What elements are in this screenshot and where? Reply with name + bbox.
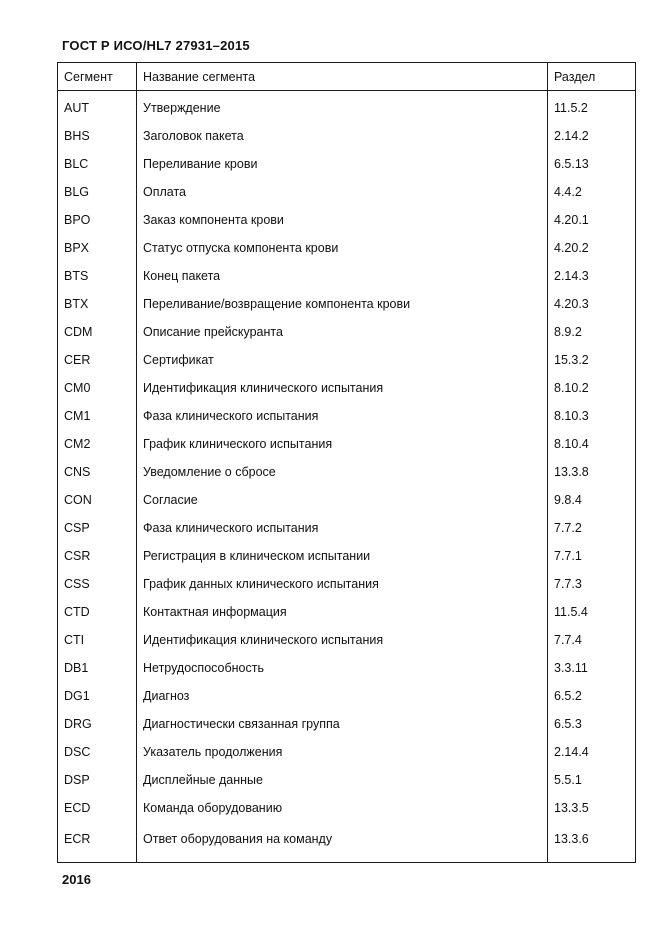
segment-name-cell: Переливание крови [137, 150, 548, 178]
column-header-section: Раздел [548, 63, 636, 91]
section-cell: 11.5.4 [548, 598, 636, 626]
table-row [58, 122, 636, 150]
segment-code-cell: BLC [58, 150, 137, 178]
segment-code-cell: CM1 [58, 402, 137, 430]
segment-name-cell: Конец пакета [137, 262, 548, 290]
table-row [58, 822, 636, 863]
table-row [58, 206, 636, 234]
segment-name-cell: Уведомление о сбросе [137, 458, 548, 486]
table-row [58, 542, 636, 570]
segment-code-cell: CDM [58, 318, 137, 346]
table-body [58, 91, 636, 863]
section-cell: 8.9.2 [548, 318, 636, 346]
section-cell: 3.3.11 [548, 654, 636, 682]
table-row [58, 346, 636, 374]
segment-name-cell: Заголовок пакета [137, 122, 548, 150]
table-row [58, 710, 636, 738]
segment-name-cell: Ответ оборудования на команду [137, 822, 548, 863]
table-row [58, 374, 636, 402]
section-cell: 4.4.2 [548, 178, 636, 206]
segment-code-cell: CSS [58, 570, 137, 598]
table-row [58, 91, 636, 123]
section-cell: 4.20.3 [548, 290, 636, 318]
segment-code-cell: BLG [58, 178, 137, 206]
table-row [58, 234, 636, 262]
segment-code-cell: DG1 [58, 682, 137, 710]
table-row [58, 738, 636, 766]
table-row [58, 766, 636, 794]
segment-name-cell: Команда оборудованию [137, 794, 548, 822]
column-header-segment: Сегмент [58, 63, 137, 91]
page-number: 2016 [62, 872, 91, 887]
section-cell: 13.3.6 [548, 822, 636, 863]
segment-code-cell: AUT [58, 91, 137, 123]
segment-code-cell: DSP [58, 766, 137, 794]
segment-name-cell: График клинического испытания [137, 430, 548, 458]
table-row [58, 486, 636, 514]
section-cell: 2.14.2 [548, 122, 636, 150]
section-cell: 8.10.2 [548, 374, 636, 402]
section-cell: 7.7.2 [548, 514, 636, 542]
segment-name-cell: Дисплейные данные [137, 766, 548, 794]
segment-code-cell: CSP [58, 514, 137, 542]
table-row [58, 150, 636, 178]
segment-code-cell: CER [58, 346, 137, 374]
section-cell: 2.14.3 [548, 262, 636, 290]
segment-name-cell: Диагностически связанная группа [137, 710, 548, 738]
segment-name-cell: Диагноз [137, 682, 548, 710]
segment-name-cell: Описание прейскуранта [137, 318, 548, 346]
segment-code-cell: BPO [58, 206, 137, 234]
segment-name-cell: Переливание/возвращение компонента крови [137, 290, 548, 318]
section-cell: 4.20.2 [548, 234, 636, 262]
table-row [58, 794, 636, 822]
section-cell: 6.5.13 [548, 150, 636, 178]
segment-name-cell: Фаза клинического испытания [137, 402, 548, 430]
segment-code-cell: CTI [58, 626, 137, 654]
segment-code-cell: DSC [58, 738, 137, 766]
section-cell: 7.7.4 [548, 626, 636, 654]
column-header-segment-name: Название сегмента [137, 63, 548, 91]
section-cell: 15.3.2 [548, 346, 636, 374]
table-row [58, 290, 636, 318]
section-cell: 2.14.4 [548, 738, 636, 766]
table-row [58, 318, 636, 346]
section-cell: 6.5.3 [548, 710, 636, 738]
section-cell: 9.8.4 [548, 486, 636, 514]
table-row [58, 598, 636, 626]
segment-name-cell: Оплата [137, 178, 548, 206]
segment-name-cell: Фаза клинического испытания [137, 514, 548, 542]
section-cell: 6.5.2 [548, 682, 636, 710]
section-cell: 5.5.1 [548, 766, 636, 794]
table-row [58, 458, 636, 486]
segment-code-cell: CSR [58, 542, 137, 570]
segment-name-cell: Идентификация клинического испытания [137, 626, 548, 654]
segment-code-cell: BPX [58, 234, 137, 262]
section-cell: 8.10.3 [548, 402, 636, 430]
segment-name-cell: Заказ компонента крови [137, 206, 548, 234]
table-row [58, 682, 636, 710]
segment-name-cell: Идентификация клинического испытания [137, 374, 548, 402]
segment-name-cell: Сертификат [137, 346, 548, 374]
section-cell: 13.3.5 [548, 794, 636, 822]
table-header-row [58, 63, 636, 91]
segment-code-cell: CM2 [58, 430, 137, 458]
segment-code-cell: BTS [58, 262, 137, 290]
segment-name-cell: Статус отпуска компонента крови [137, 234, 548, 262]
segment-code-cell: DB1 [58, 654, 137, 682]
table-row [58, 430, 636, 458]
segment-name-cell: Согласие [137, 486, 548, 514]
segment-name-cell: Нетрудоспособность [137, 654, 548, 682]
table-row [58, 570, 636, 598]
table-row [58, 262, 636, 290]
segment-code-cell: CON [58, 486, 137, 514]
segment-code-cell: ECD [58, 794, 137, 822]
segment-code-cell: CTD [58, 598, 137, 626]
table-row [58, 514, 636, 542]
segment-name-cell: Контактная информация [137, 598, 548, 626]
table-row [58, 178, 636, 206]
segment-name-cell: Регистрация в клиническом испытании [137, 542, 548, 570]
table-row [58, 654, 636, 682]
segment-name-cell: График данных клинического испытания [137, 570, 548, 598]
segment-code-cell: BHS [58, 122, 137, 150]
segment-code-cell: ECR [58, 822, 137, 863]
section-cell: 13.3.8 [548, 458, 636, 486]
segments-table [57, 62, 636, 863]
document-header: ГОСТ Р ИСО/HL7 27931–2015 [62, 38, 250, 53]
segment-code-cell: CM0 [58, 374, 137, 402]
segment-code-cell: CNS [58, 458, 137, 486]
segment-name-cell: Утверждение [137, 91, 548, 123]
section-cell: 7.7.1 [548, 542, 636, 570]
segment-code-cell: DRG [58, 710, 137, 738]
table-row [58, 402, 636, 430]
segment-name-cell: Указатель продолжения [137, 738, 548, 766]
section-cell: 8.10.4 [548, 430, 636, 458]
section-cell: 7.7.3 [548, 570, 636, 598]
section-cell: 11.5.2 [548, 91, 636, 123]
table-row [58, 626, 636, 654]
segment-code-cell: BTX [58, 290, 137, 318]
section-cell: 4.20.1 [548, 206, 636, 234]
